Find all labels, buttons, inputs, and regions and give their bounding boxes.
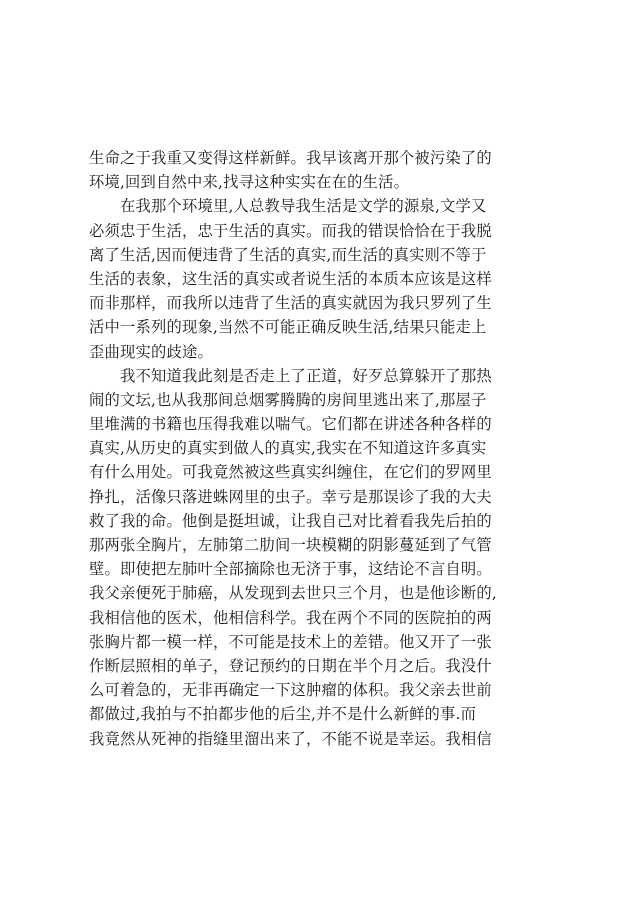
text-line: 张胸片都一模一样，不可能是技术上的差错。他又开了一张 — [89, 632, 492, 651]
text-line: 必须忠于生活，忠于生活的真实。而我的错误恰恰在于我脱 — [89, 221, 492, 240]
text-line: 活中一系列的现象,当然不可能正确反映生活,结果只能走上 — [89, 318, 487, 337]
text-line: 我父亲便死于肺癌，从发现到去世只三个月，也是他诊断的, — [89, 584, 497, 603]
text-line: 环境,回到自然中来,找寻这种实实在在的生活。 — [89, 173, 410, 192]
text-line: 那两张全胸片，左肺第二肋间一块模糊的阴影蔓延到了气管 — [89, 536, 492, 554]
text-line: 离了生活,因而便违背了生活的真实,而生活的真实则不等于 — [89, 245, 487, 264]
body-text — [89, 146, 529, 751]
text-line: 而非那样，而我所以违背了生活的真实就因为我只罗列了生 — [89, 294, 492, 313]
text-line: 里堆满的书籍也压得我难以喘气。它们都在讲述各种各样的 — [89, 415, 492, 434]
text-line: 我相信他的医术，他相信科学。我在两个不同的医院拍的两 — [89, 608, 492, 627]
text-line: 歪曲现实的歧途。 — [89, 342, 213, 361]
text-line: 生活的表象，这生活的真实或者说生活的本质本应该是这样 — [89, 269, 492, 288]
text-line: 我不知道我此刻是否走上了正道，好歹总算躲开了那热 — [89, 366, 492, 385]
text-line: 有什么用处。可我竟然被这些真实纠缠住，在它们的罗网里 — [89, 463, 492, 482]
text-line: 么可着急的，无非再确定一下这肿瘤的体积。我父亲去世前 — [89, 681, 492, 700]
text-line: 在我那个环境里,人总教导我生活是文学的源泉,文学又 — [89, 197, 487, 216]
text-line: 救了我的命。他倒是挺坦诚，让我自己对比着看我先后拍的 — [89, 511, 492, 530]
text-line: 我竟然从死神的指缝里溜出来了，不能不说是幸运。我相信 — [89, 729, 492, 748]
text-line: 作断层照相的单子，登记预约的日期在半个月之后。我没什 — [89, 656, 492, 675]
text-line: 壁。即使把左肺叶全部摘除也无济于事，这结论不言自明。 — [89, 560, 492, 579]
text-line: 挣扎，活像只落进蛛网里的虫子。幸亏是那误诊了我的大夫 — [89, 487, 492, 506]
text-line: 真实,从历史的真实到做人的真实,我实在不知道这许多真实 — [89, 439, 487, 458]
text-line: 生命之于我重又变得这样新鲜。我早该离开那个被污染了的 — [89, 149, 492, 167]
text-line: 闹的文坛,也从我那间总烟雾腾腾的房间里逃出来了,那屋子 — [89, 390, 487, 409]
text-line: 都做过,我拍与不拍都步他的后尘,并不是什么新鲜的事.而 — [89, 705, 477, 724]
